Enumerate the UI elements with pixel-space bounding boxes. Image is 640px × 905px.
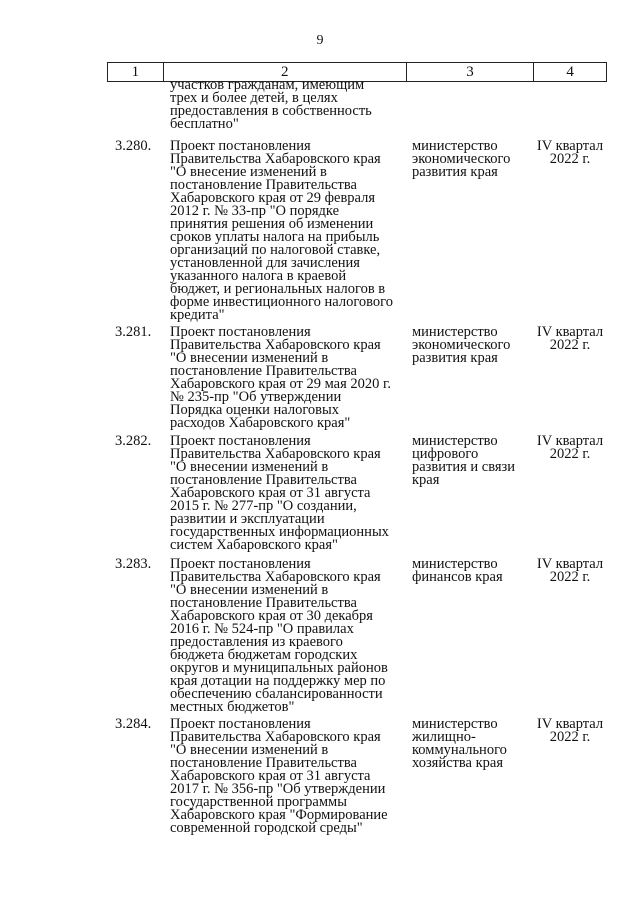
row-responsible: министерство финансов края [412,556,503,585]
continued-title-text: участков гражданам, имеющим трех и более детей, в целях предоставления в собственность бесплатно" [170,77,372,132]
row-period: IV квартал 2022 г. [536,138,604,167]
row-title: Проект постановления Правительства Хабаровского края "О внесение изменений в постановление Правительства Хабаровского края от 29 февраля 2012 г. № 33-пр "О порядке принятия решения об изменении сроков уплаты налога на прибыль организаций по налоговой ставке, установленной для зачисления указанного налога в краевой бюджет, и региональных налогов в форме инвестиционного налогового кредита" [170,138,394,323]
row-responsible: министерство экономического развития края [412,138,511,180]
page-number: 9 [316,33,324,48]
column-header-3: 3 [407,63,534,81]
row-number: 3.283. [115,556,152,572]
row-period: IV квартал 2022 г. [536,324,604,353]
row-title: Проект постановления Правительства Хабаровского края "О внесении изменений в постановление Правительства Хабаровского края от 31 августа 2017 г. № 356-пр "Об утверждении государственной программы Хабаровского края "Формирование современной городской среды" [170,716,388,836]
row-number: 3.281. [115,324,152,340]
row-number: 3.284. [115,716,152,732]
row-title: Проект постановления Правительства Хабаровского края "О внесении изменений в постановление Правительства Хабаровского края от 30 декабря 2016 г. № 524-пр "О правилах предоставления из краевого бюджета бюджетам городских округов и муниципальных районов края дотации на поддержку мер по обеспечению сбалансированности местных бюджетов" [170,556,388,715]
column-header-4: 4 [566,64,574,80]
row-period: IV квартал 2022 г. [536,556,604,585]
row-period: IV квартал 2022 г. [536,433,604,462]
column-header-1: 1 [108,63,164,81]
row-title: Проект постановления Правительства Хабаровского края "О внесении изменений в постановление Правительства Хабаровского края от 29 мая 2020 г. № 235-пр "Об утверждении Порядка оценки налоговых расходов Хабаровского края" [170,324,391,431]
row-responsible: министерство жилищно- коммунального хозяйства края [412,716,507,771]
column-header-2: 2 [164,63,407,81]
row-period: IV квартал 2022 г. [536,716,604,745]
row-title: Проект постановления Правительства Хабаровского края "О внесении изменений в постановление Правительства Хабаровского края от 31 августа 2015 г. № 277-пр "О создании, развитии и эксплуатации государственных информационных систем Хабаровского края" [170,433,389,553]
row-responsible: министерство экономического развития края [412,324,511,366]
row-responsible: министерство цифрового развития и связи края [412,433,516,488]
row-number: 3.282. [115,433,152,449]
row-number: 3.280. [115,138,152,154]
